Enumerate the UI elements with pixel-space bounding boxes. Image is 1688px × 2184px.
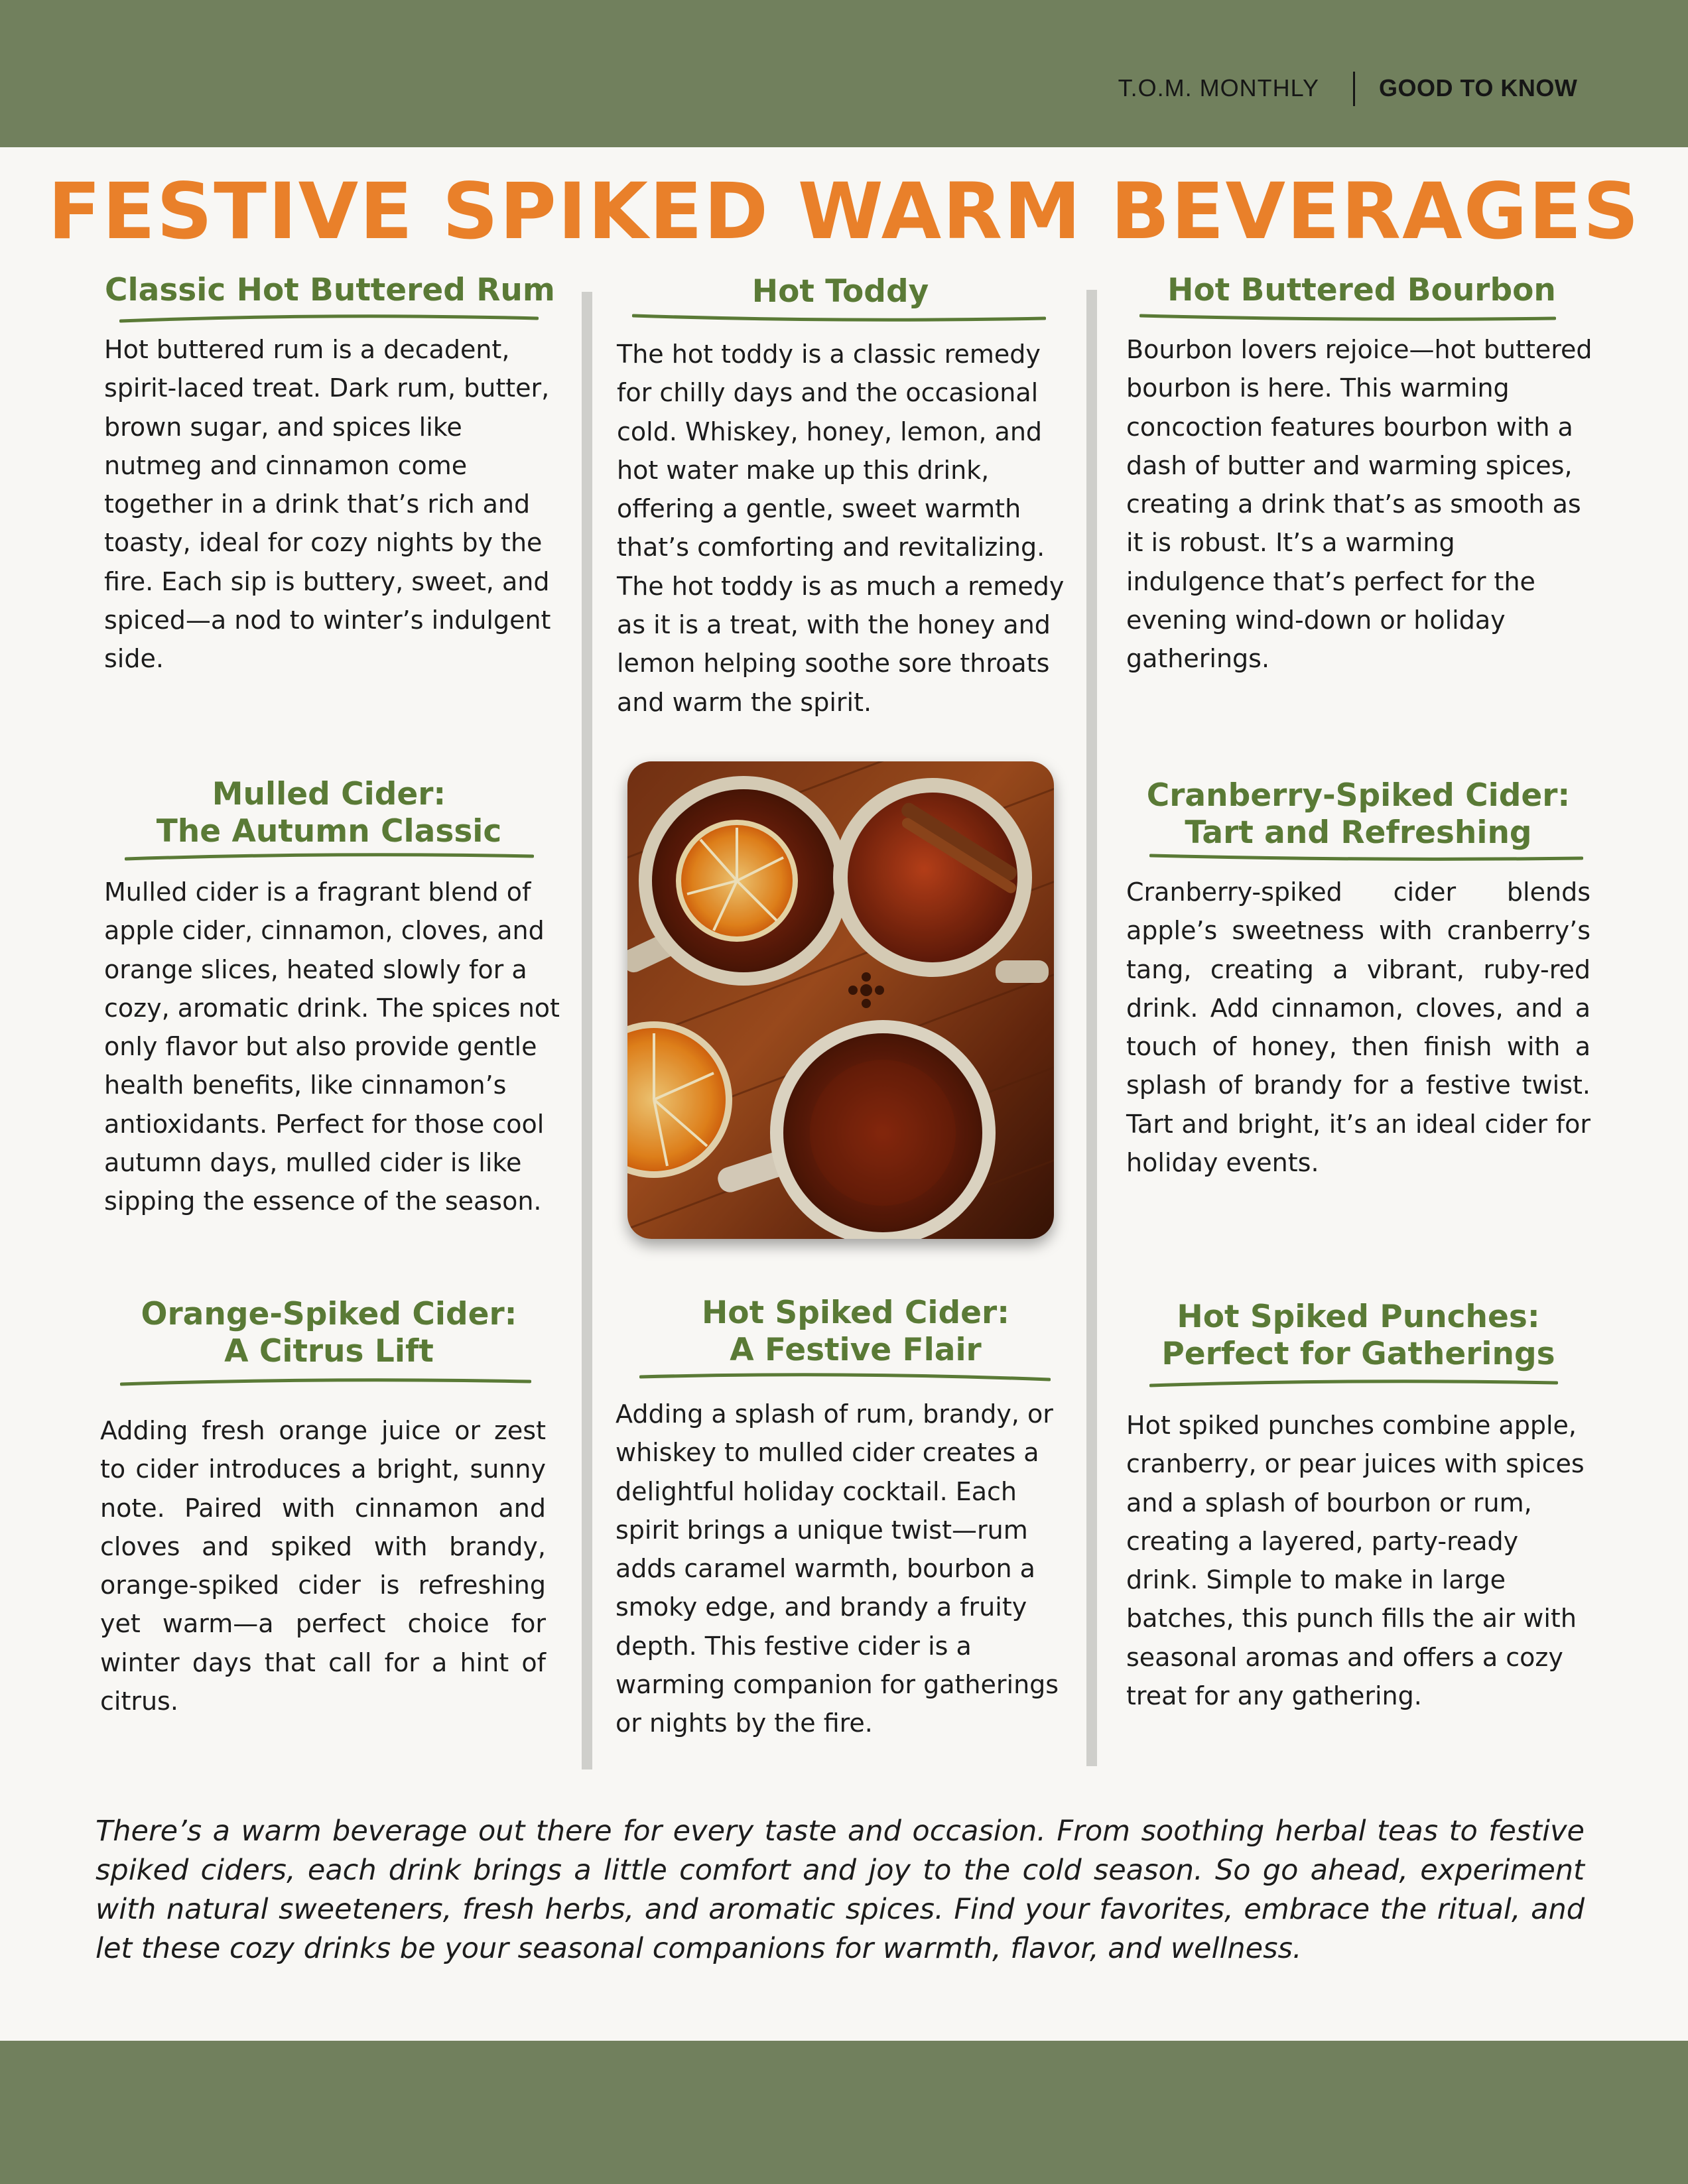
heading-underline (125, 851, 534, 862)
heading-line-2: A Citrus Lift (224, 1333, 434, 1370)
header-divider (1353, 72, 1355, 106)
heading-underline (120, 1376, 531, 1387)
heading-line-1: Mulled Cider: (212, 776, 446, 812)
heading-line-1: Orange-Spiked Cider: (141, 1296, 517, 1332)
heading-line: Hot Buttered Bourbon (1167, 272, 1556, 308)
heading-line-2: A Festive Flair (730, 1332, 982, 1368)
heading-line: Classic Hot Buttered Rum (105, 272, 555, 308)
article-heading-mulled-cider (105, 776, 553, 850)
article-body-mulled-cider: Mulled cider is a fragrant blend of apple cider, cinnamon, cloves, and orange slices, heated slowly for a cozy, aromatic drink. The spices not only flavor but also provide gentle health benefits, like cinnamon’s antioxidants. Perfect for those cool autumn days, mulled cider is like sipping the essence of the season. (104, 877, 560, 1216)
section-label: GOOD TO KNOW (1379, 74, 1578, 101)
article-body-cranberry-cider: Cranberry-spiked cider blends apple’s sweetness with cranberry’s tang, creating a vibrant, ruby-red drink. Add cinnamon, cloves, and a touch of honey, then finish with a splash of brandy for a festive twist. Tart and bright, it’s an ideal cider for holiday events. (1126, 877, 1591, 1178)
heading-line: Hot Toddy (751, 273, 929, 310)
heading-underline (1149, 852, 1583, 862)
page-title: FESTIVE SPIKED WARM BEVERAGES (48, 166, 1640, 257)
article-heading-hot-buttered-bourbon (1137, 272, 1586, 309)
header-band (0, 0, 1688, 147)
article-heading-hot-spiked-cider (631, 1295, 1080, 1369)
article-heading-hot-spiked-punches (1134, 1299, 1583, 1373)
heading-line-1: Hot Spiked Cider: (701, 1295, 1010, 1331)
heading-line-2: The Autumn Classic (156, 813, 502, 850)
article-body-orange-cider: Adding fresh orange juice or zest to cider introduces a bright, sunny note. Paired with cinnamon and cloves and spiked with brandy, orange-spiked cider is refreshing yet warm—a perfect choice for winter days that call for a hint of citrus. (100, 1416, 546, 1716)
heading-line-2: Perfect for Gatherings (1161, 1336, 1555, 1372)
article-heading-orange-cider (105, 1296, 553, 1370)
article-heading-cranberry-cider (1134, 777, 1583, 852)
heading-underline (1139, 312, 1556, 322)
heading-line-2: Tart and Refreshing (1185, 814, 1532, 851)
article-body-hot-buttered-rum: Hot buttered rum is a decadent, spirit-laced treat. Dark rum, butter, brown sugar, and spices like nutmeg and cinnamon come together in a drink that’s rich and toasty, ideal for cozy nights by the fire. Each sip is buttery, sweet, and spiced—a nod to winter’s indulgent side. (104, 335, 551, 674)
article-heading-hot-buttered-rum (105, 272, 554, 309)
heading-line-1: Hot Spiked Punches: (1177, 1299, 1540, 1335)
heading-line-1: Cranberry-Spiked Cider: (1146, 777, 1571, 814)
footer-band (0, 2041, 1688, 2184)
mulled-cider-mugs-photo (627, 761, 1054, 1239)
article-body-hot-spiked-punches: Hot spiked punches combine apple, cranberry, or pear juices with spices and a splash of bourbon or rum, creating a layered, party-ready drink. Simple to make in large batches, this punch fills the air with seasonal aromas and offers a cozy treat for any gathering. (1126, 1411, 1585, 1711)
column-divider-right (1086, 290, 1097, 1766)
heading-underline (1149, 1378, 1558, 1388)
column-divider-left (582, 292, 592, 1769)
article-body-hot-buttered-bourbon: Bourbon lovers rejoice—hot buttered bourbon is here. This warming concoction features bourbon with a dash of butter and warming spices, creating a drink that’s as smooth as it is robust. It’s a warming indulgence that’s perfect for the evening wind-down or holiday gatherings. (1126, 335, 1592, 674)
article-heading-hot-toddy (616, 273, 1065, 310)
article-body-hot-spiked-cider: Adding a splash of rum, brandy, or whiskey to mulled cider creates a delightful holiday cocktail. Each spirit brings a unique twist—rum adds caramel warmth, bourbon a smoky edge, and brandy a fruity depth. This festive cider is a warming companion for gatherings or nights by the fire. (616, 1399, 1059, 1738)
closing-paragraph: There’s a warm beverage out there for every taste and occasion. From soothing herbal teas to festive spiked ciders, each drink brings a little comfort and joy to the cold season. So go ahead, experiment with natural sweeteners, fresh herbs, and aromatic spices. Find your favorites, embrace the ritual, and let these cozy drinks be your seasonal companions for warmth, flavor, and wellness. (96, 1815, 1585, 1965)
publication-name: T.O.M. MONTHLY (1118, 74, 1319, 101)
heading-underline (119, 313, 539, 324)
article-body-hot-toddy: The hot toddy is a classic remedy for chilly days and the occasional cold. Whiskey, honey, lemon, and hot water make up this drink, offering a gentle, sweet warmth that’s comforting and revitalizing. The hot toddy is as much a remedy as it is a treat, with the honey and lemon helping soothe sore throats and warm the spirit. (617, 340, 1065, 717)
heading-underline (639, 1372, 1051, 1382)
heading-underline (632, 312, 1046, 322)
